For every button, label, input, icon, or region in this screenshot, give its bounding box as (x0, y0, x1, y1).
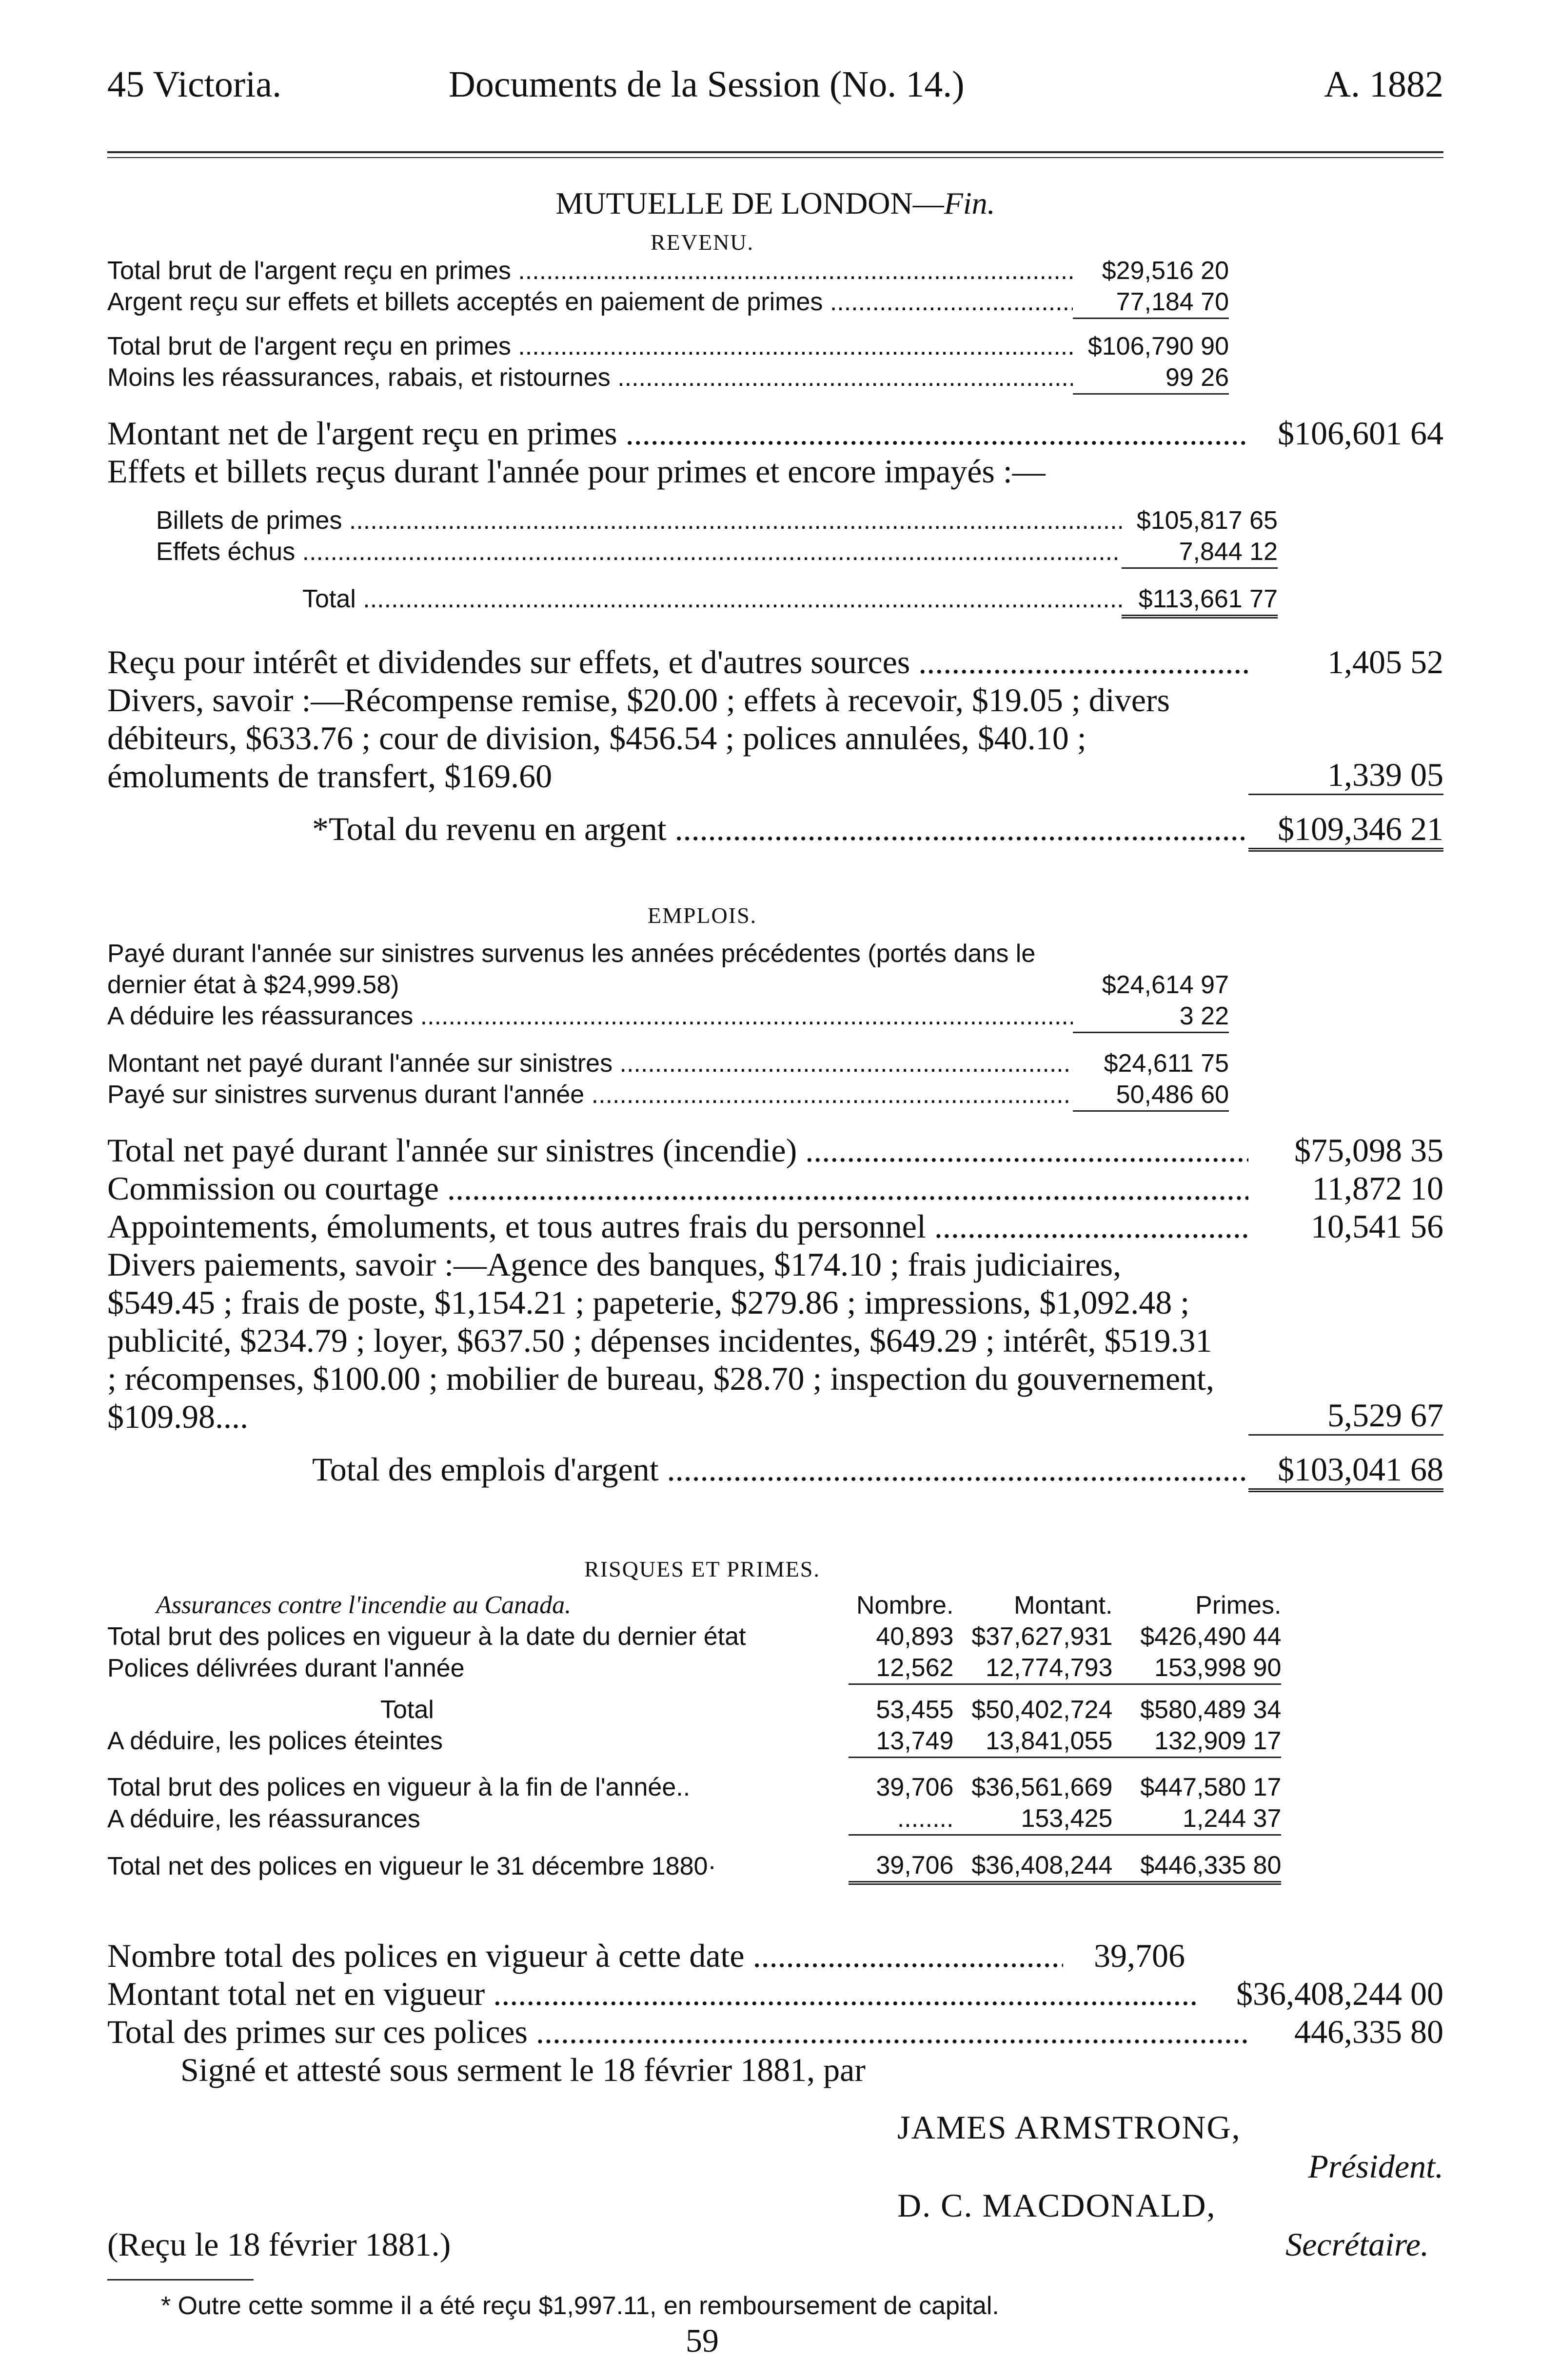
row-label: Billets de primes ..... (156, 505, 1122, 536)
row-amount: 50,486 60 (1073, 1079, 1229, 1112)
risques-subhead: Assurances contre l'incendie au Canada. (156, 1591, 572, 1619)
risques-section (107, 1556, 1443, 1885)
title-fin: Fin. (944, 186, 995, 220)
row-amount: 3 22 (1073, 1000, 1229, 1033)
row-amount: $36,408,244 00 (1236, 1975, 1443, 2012)
row-label: Effets échus ..... (156, 536, 1122, 567)
risques-heading: RISQUES ET PRIMES. (584, 1557, 820, 1581)
row-amount: 5,529 67 (1248, 1396, 1443, 1436)
row-amount: 39,706 (1094, 1937, 1185, 1974)
row-label: A déduire les réassurances ..... (107, 1000, 1073, 1032)
table-row (107, 1803, 1281, 1835)
row-label: Montant net payé durant l'année sur sinistres ..... (107, 1048, 1073, 1079)
row-amount: $109,346 21 (1248, 810, 1443, 852)
cell-primes: $447,580 17 (1140, 1773, 1282, 1801)
revenu-heading: REVENU. (650, 230, 754, 255)
revenu-row (107, 331, 1229, 362)
risques-table (107, 1590, 1281, 1885)
cell-montant: $37,627,931 (971, 1622, 1113, 1651)
row-label: Total brut des polices en vigueur à la fin de l'année.. (107, 1773, 691, 1801)
emplois-row (107, 1079, 1229, 1112)
row-amount: $113,661 77 (1122, 583, 1278, 619)
cell-nombre: 39,706 (876, 1773, 954, 1801)
table-row (107, 1621, 1281, 1652)
revenu-row (156, 505, 1278, 536)
row-amount: $75,098 35 (1294, 1132, 1443, 1169)
signatory-1-title: Président. (1308, 2148, 1443, 2185)
emplois-row (107, 1207, 1443, 1245)
cell-primes: $580,489 34 (1140, 1695, 1282, 1724)
emplois-heading: EMPLOIS. (647, 903, 757, 928)
divers-text: Divers, savoir :—Récompense remise, $20.00 ; effets à recevoir, $19.05 ; divers débiteurs, $633.76 ; cour de division, $456.54 ; polices annulées, $40.10 ; émoluments de transfert, $169.60 (107, 681, 1170, 795)
row-label: Total des primes sur ces polices ..... (107, 2013, 1248, 2051)
emplois-row (107, 1169, 1443, 1207)
row-amount: $29,516 20 (1102, 257, 1229, 285)
emplois-divers (107, 1245, 1443, 1436)
revenu-net (107, 414, 1443, 452)
header-left: 45 Victoria. (107, 64, 282, 105)
signatures (107, 2089, 1443, 2274)
cell-primes: 1,244 37 (1112, 1803, 1281, 1835)
cell-primes: $446,335 80 (1112, 1850, 1281, 1883)
row-label: Reçu pour intérêt et dividendes sur effets, et d'autres sources ..... (107, 643, 1248, 681)
cell-nombre: 40,893 (876, 1622, 954, 1651)
table-row (107, 1850, 1281, 1883)
running-header (107, 44, 1443, 105)
signatory-1-name: JAMES ARMSTRONG, (897, 2109, 1241, 2146)
row-label: *Total du revenu en argent ..... (312, 810, 1248, 848)
row-amount: $103,041 68 (1248, 1450, 1443, 1492)
row-amount: $106,601 64 (1278, 415, 1443, 452)
cell-nombre: ........ (849, 1803, 953, 1835)
row-label: Polices délivrées durant l'année (107, 1654, 465, 1682)
row-label: Total ..... (302, 583, 1122, 615)
summary-section (107, 1937, 1443, 2360)
row-label: Payé durant l'année sur sinistres survenus les années précédentes (portés dans le dernier état à $24,999.58) (107, 940, 1036, 999)
attestation: Signé et attesté sous serment le 18 février 1881, par (180, 2051, 866, 2088)
row-amount: 99 26 (1073, 362, 1229, 395)
row-amount: 7,844 12 (1122, 536, 1278, 569)
cell-montant: $36,561,669 (971, 1773, 1113, 1801)
col-primes: Primes. (1195, 1591, 1282, 1620)
signatory-2-title: Secrétaire. (1285, 2226, 1429, 2263)
revenu-interet (107, 643, 1443, 681)
row-label: Nombre total des polices en vigueur à cette date ..... (107, 1937, 1063, 1975)
effets-heading: Effets et billets reçus durant l'année pour primes et encore impayés :— (107, 453, 1046, 490)
summary-row (107, 1937, 1185, 1975)
row-amount: 446,335 80 (1294, 2013, 1443, 2050)
document-page (107, 44, 1443, 2359)
title-main: MUTUELLE DE LONDON— (555, 186, 944, 220)
row-label: Total brut de l'argent reçu en primes ..... (107, 331, 1073, 362)
revenu-divers (107, 681, 1443, 795)
cell-montant: 153,425 (953, 1803, 1112, 1835)
section-title (107, 185, 1443, 221)
revenu-row (302, 583, 1278, 619)
cell-nombre: 53,455 (876, 1695, 954, 1724)
footnote: * Outre cette somme il a été reçu $1,997.11, en remboursement de capital. (161, 2292, 999, 2320)
row-label: Total brut de l'argent reçu en primes ..... (107, 255, 1073, 286)
row-label: Total net des polices en vigueur le 31 décembre 1880· (107, 1852, 716, 1880)
table-row (107, 1772, 1281, 1803)
row-amount: 11,872 10 (1312, 1170, 1443, 1207)
cell-montant: $36,408,244 (953, 1850, 1112, 1883)
row-amount: 1,339 05 (1248, 756, 1443, 795)
revenu-row (107, 255, 1229, 286)
row-label: Montant net de l'argent reçu en primes ..... (107, 414, 1248, 452)
row-label: Argent reçu sur effets et billets acceptés en paiement de primes ..... (107, 286, 1073, 318)
row-label: Montant total net en vigueur ..... (107, 1975, 1200, 2013)
cell-nombre: 13,749 (849, 1725, 953, 1758)
row-amount: $106,790 90 (1087, 332, 1229, 360)
row-amount: 77,184 70 (1073, 286, 1229, 319)
emplois-row (107, 1000, 1229, 1033)
signatory-2-name: D. C. MACDONALD, (897, 2187, 1216, 2224)
row-amount: $105,817 65 (1136, 506, 1278, 535)
col-nombre: Nombre. (856, 1591, 954, 1620)
row-label: Total net payé durant l'année sur sinistres (incendie) ..... (107, 1131, 1248, 1169)
row-label: A déduire, les réassurances (107, 1804, 420, 1833)
cell-nombre: 12,562 (849, 1652, 953, 1684)
row-label: A déduire, les polices éteintes (107, 1727, 443, 1756)
cell-montant: $50,402,724 (971, 1695, 1113, 1724)
summary-row (107, 1975, 1443, 2013)
row-label: Payé sur sinistres survenus durant l'année ..... (107, 1079, 1073, 1110)
row-label: Total brut des polices en vigueur à la date du dernier état (107, 1622, 746, 1651)
cell-primes: $426,490 44 (1140, 1622, 1282, 1651)
divers-text: Divers paiements, savoir :—Agence des banques, $174.10 ; frais judiciaires, $549.45 ; frais de poste, $1,154.21 ; papeterie, $279.86 ; impressions, $1,092.48 ; publicité, $234.79 ; loyer, $637.50 ; dépenses incidentes, $649.29 ; intérêt, $519.31 ; récompenses, $100.00 ; mobilier de bureau, $28.70 ; inspection du gouvernement, $109.98.... (107, 1246, 1214, 1435)
row-amount: $24,614 97 (1102, 971, 1229, 999)
summary-row (107, 2013, 1443, 2051)
table-row (107, 1652, 1281, 1684)
row-label: Total (380, 1695, 434, 1724)
emplois-section (107, 902, 1443, 1492)
cell-primes: 153,998 90 (1112, 1652, 1281, 1684)
cell-primes: 132,909 17 (1112, 1725, 1281, 1758)
emplois-total (312, 1450, 1443, 1492)
emplois-row (107, 1131, 1443, 1169)
row-amount: 1,405 52 (1327, 643, 1443, 680)
col-montant: Montant. (1014, 1591, 1113, 1620)
cell-nombre: 39,706 (849, 1850, 953, 1883)
table-row (107, 1725, 1281, 1758)
emplois-row (107, 1048, 1229, 1079)
row-label: Commission ou courtage ..... (107, 1169, 1248, 1207)
cell-montant: 12,774,793 (953, 1652, 1112, 1684)
risques-header-row (107, 1590, 1281, 1621)
header-center: Documents de la Session (No. 14.) (449, 64, 965, 105)
row-amount: $24,611 75 (1104, 1049, 1229, 1078)
row-label: Appointements, émoluments, et tous autres frais du personnel ..... (107, 1207, 1248, 1245)
revenu-row (156, 536, 1278, 569)
table-row (107, 1694, 1281, 1725)
revenu-row (107, 286, 1229, 319)
emplois-row (107, 938, 1229, 1000)
revenu-row (107, 362, 1229, 395)
cell-montant: 13,841,055 (953, 1725, 1112, 1758)
revenu-section (107, 229, 1443, 852)
received-date: (Reçu le 18 février 1881.) (107, 2226, 451, 2263)
revenu-total (312, 810, 1443, 852)
row-label: Moins les réassurances, rabais, et ristournes ..... (107, 362, 1073, 393)
header-right: A. 1882 (1324, 64, 1443, 105)
row-label: Total des emplois d'argent ..... (312, 1450, 1248, 1488)
page-number: 59 (686, 2322, 719, 2359)
row-amount: 10,541 56 (1311, 1208, 1443, 1245)
